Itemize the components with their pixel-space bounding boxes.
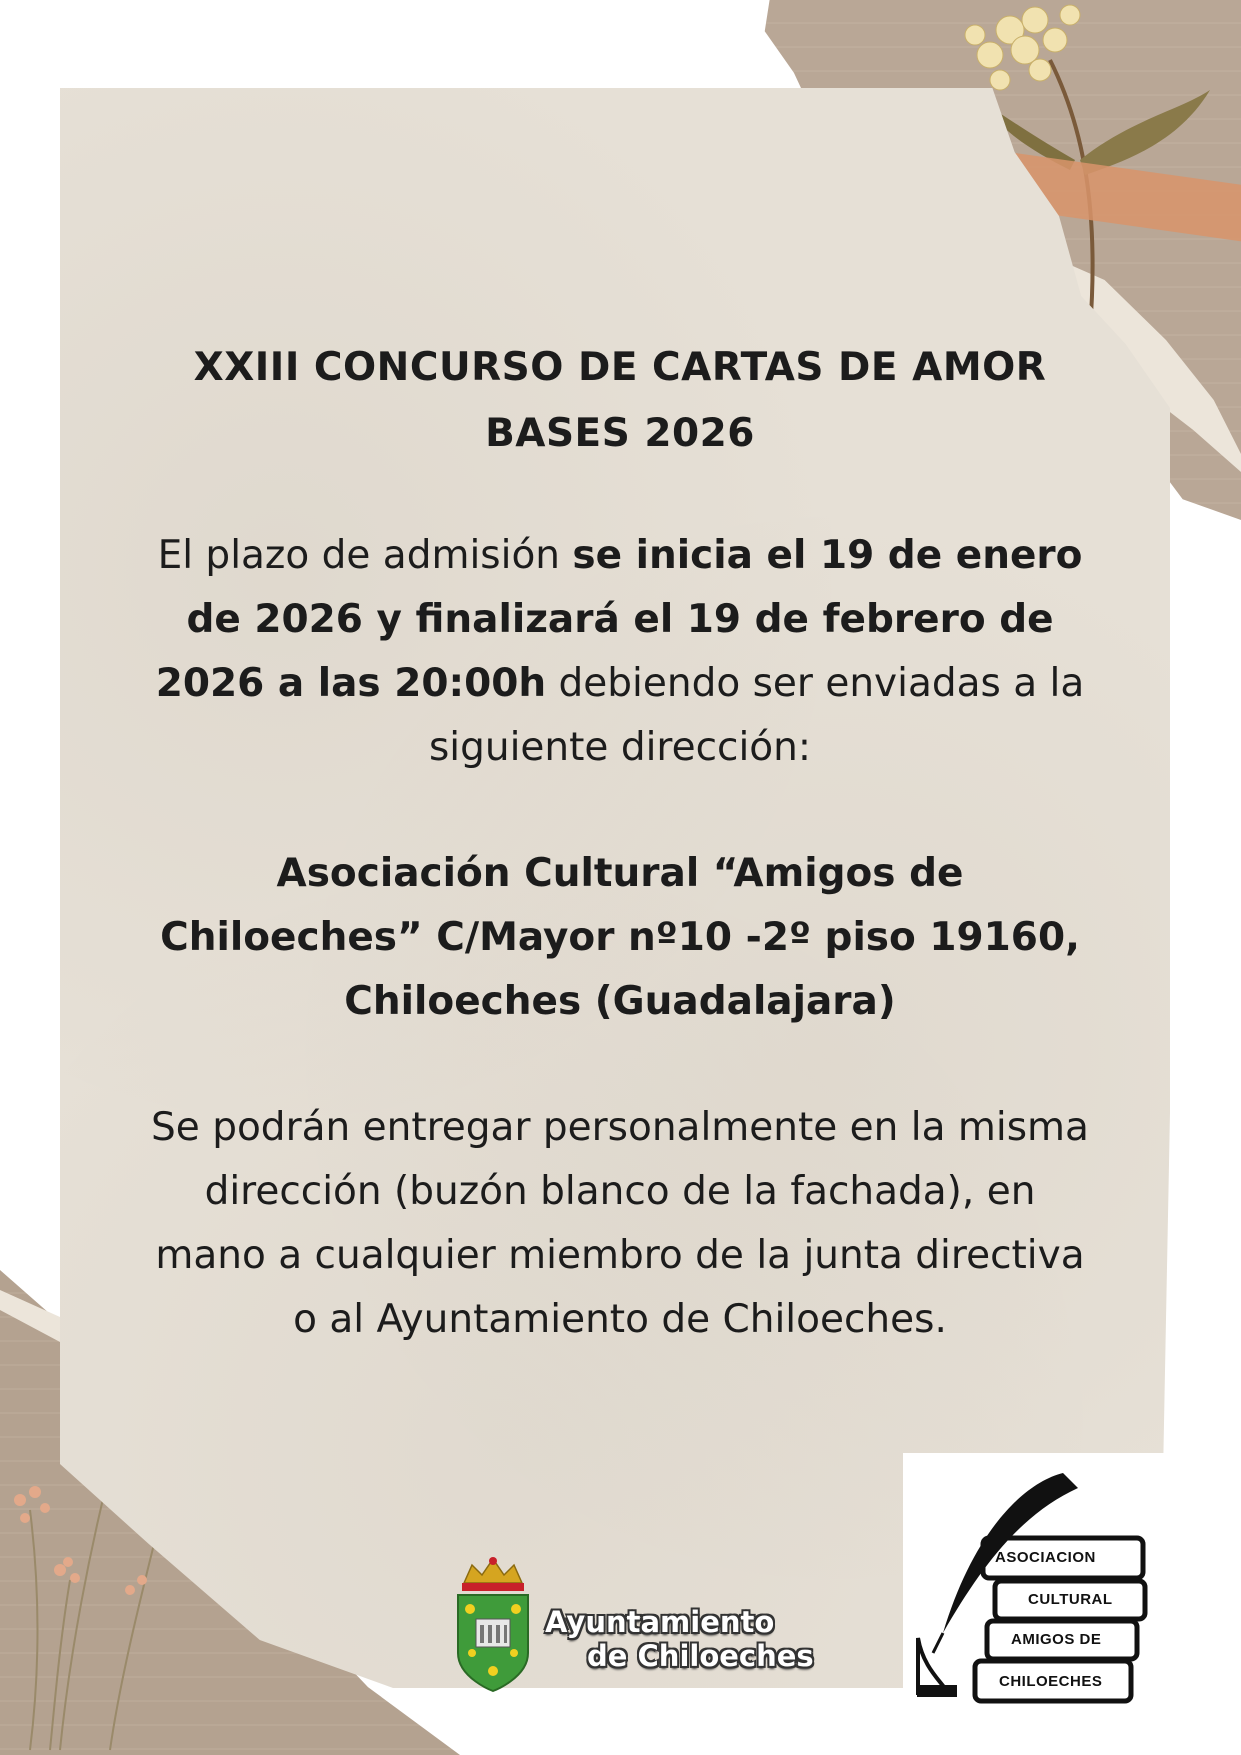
asociacion-logo-line-1: ASOCIACION bbox=[995, 1549, 1096, 1566]
ayuntamiento-logo-line-1: Ayuntamiento bbox=[545, 1605, 775, 1639]
title-line-1: XXIII CONCURSO DE CARTAS DE AMOR bbox=[193, 345, 1047, 390]
title-line-2: BASES 2026 bbox=[485, 411, 755, 456]
admission-intro-text: El plazo de admisión bbox=[157, 533, 573, 578]
ayuntamiento-logo-line-2: de Chiloeches bbox=[587, 1639, 814, 1673]
asociacion-logo-line-3: AMIGOS DE bbox=[1011, 1631, 1102, 1648]
ayuntamiento-logo-text bbox=[545, 1605, 865, 1673]
delivery-paragraph: Se podrán entregar personalmente en la misma dirección (buzón blanco de la fachada), en mano a cualquier miembro de la junta directiva o al Ayuntamiento de Chiloeches. bbox=[151, 1105, 1089, 1342]
page-title bbox=[120, 335, 1120, 467]
asociacion-logo-line-4: CHILOECHES bbox=[999, 1673, 1103, 1690]
admission-period-paragraph bbox=[150, 524, 1090, 780]
asociacion-logo bbox=[903, 1453, 1165, 1715]
asociacion-logo-line-2: CULTURAL bbox=[1028, 1591, 1113, 1608]
ayuntamiento-shield-icon bbox=[452, 1553, 534, 1693]
admission-outro-text: debiendo ser enviadas a la siguiente dirección: bbox=[428, 661, 1085, 770]
admission-dates-text: se inicia el 19 de enero de 2026 y finalizará el 19 de febrero de 2026 a las 20:00h bbox=[155, 533, 1083, 706]
address-paragraph: Asociación Cultural “Amigos de Chiloeches” C/Mayor nº10 -2º piso 19160, Chiloeches (Guadalajara) bbox=[160, 851, 1080, 1024]
